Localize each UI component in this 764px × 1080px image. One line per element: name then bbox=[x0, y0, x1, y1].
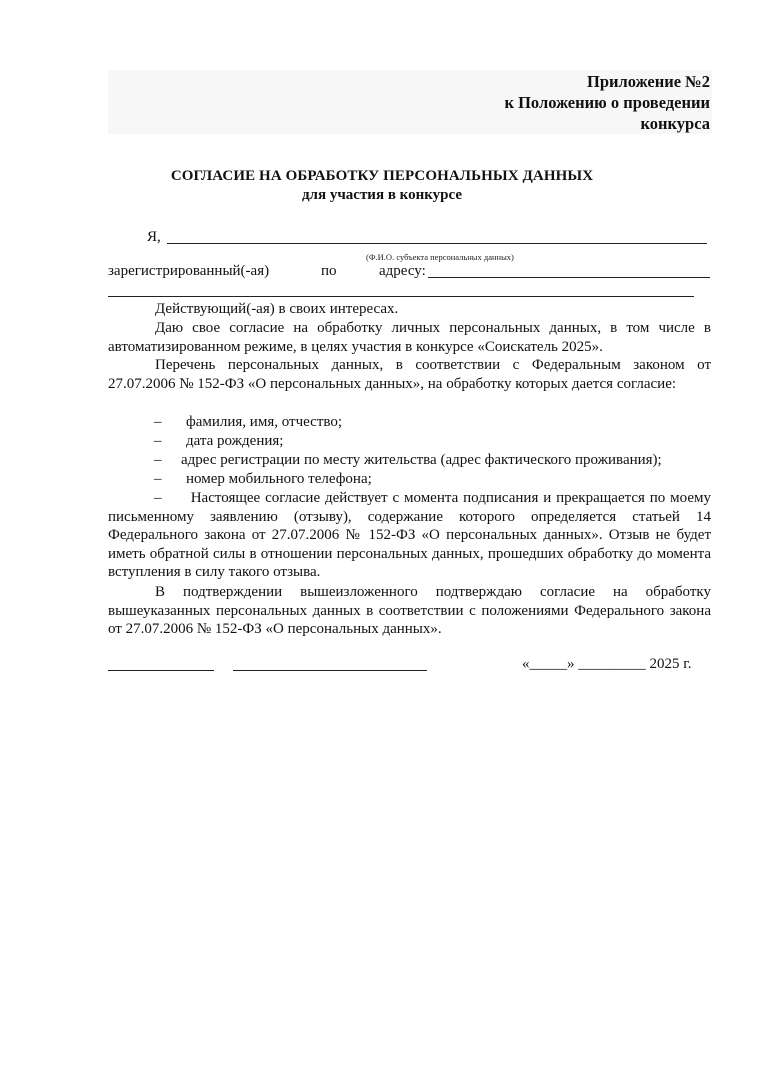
list-dash: – bbox=[154, 471, 162, 487]
list-item-text: фамилия, имя, отчество; bbox=[186, 414, 343, 430]
appendix-header bbox=[504, 71, 710, 134]
list-dash: – bbox=[154, 433, 162, 449]
address-field-continued[interactable] bbox=[108, 296, 694, 297]
validity-paragraph bbox=[108, 489, 711, 582]
list-intro-paragraph: Перечень персональных данных, в соответствии с Федеральным законом от 27.07.2006 № 152-ФЗ «О персональных данных», на обработку которых дается согласие: bbox=[108, 357, 711, 392]
signature-date: «_____» _________ 2025 г. bbox=[522, 656, 692, 672]
appendix-line-3: конкурса bbox=[640, 114, 710, 133]
list-item bbox=[154, 432, 283, 451]
signature-field[interactable] bbox=[108, 670, 214, 671]
list-item-text: номер мобильного телефона; bbox=[186, 471, 372, 487]
acting-paragraph: Действующий(-ая) в своих интересах. bbox=[155, 301, 399, 317]
validity-dash: – bbox=[154, 490, 162, 506]
po-label: по bbox=[321, 263, 337, 279]
fio-field[interactable] bbox=[167, 243, 707, 244]
validity-text: Настоящее согласие действует с момента подписания и прекращается по моему письменному заявлению (отзыву), содержание которого определяется статьей 14 Федерального закона от 27.07.2006 № 152-ФЗ «О персональных данных». Отзыв не будет иметь обратной силы в отношении персональных данных, прошедших обработку до момента вступления в силу такого отзыва. bbox=[108, 490, 712, 580]
list-item bbox=[154, 470, 372, 489]
confirm-paragraph: В подтверждении вышеизложенного подтверждаю согласие на обработку вышеуказанных персональных данных в соответствии с положениями Федерального закона от 27.07.2006 № 152-ФЗ «О персональных данных». bbox=[108, 584, 711, 637]
consent-paragraph: Даю свое согласие на обработку личных персональных данных, в том числе в автоматизированном режиме, в целях участия в конкурсе «Соискатель 2025». bbox=[108, 320, 711, 355]
appendix-line-2: к Положению о проведении bbox=[504, 93, 710, 112]
document-title: СОГЛАСИЕ НА ОБРАБОТКУ ПЕРСОНАЛЬНЫХ ДАННЫХ bbox=[170, 168, 594, 184]
list-item bbox=[154, 451, 662, 470]
address-label: адресу: bbox=[379, 263, 426, 279]
fio-hint: (Ф.И.О. субъекта персональных данных) bbox=[366, 252, 514, 262]
list-item bbox=[154, 413, 342, 432]
address-field[interactable] bbox=[428, 277, 710, 278]
registered-label: зарегистрированный(-ая) bbox=[108, 263, 270, 279]
list-dash: – bbox=[154, 452, 162, 468]
list-item-text: адрес регистрации по месту жительства (адрес фактического проживания); bbox=[181, 452, 662, 468]
list-item-text: дата рождения; bbox=[186, 433, 284, 449]
appendix-line-1: Приложение №2 bbox=[587, 72, 710, 91]
list-dash: – bbox=[154, 414, 162, 430]
i-label: Я, bbox=[147, 229, 161, 245]
document-subtitle: для участия в конкурсе bbox=[301, 187, 463, 203]
signature-name-field[interactable] bbox=[233, 670, 427, 671]
